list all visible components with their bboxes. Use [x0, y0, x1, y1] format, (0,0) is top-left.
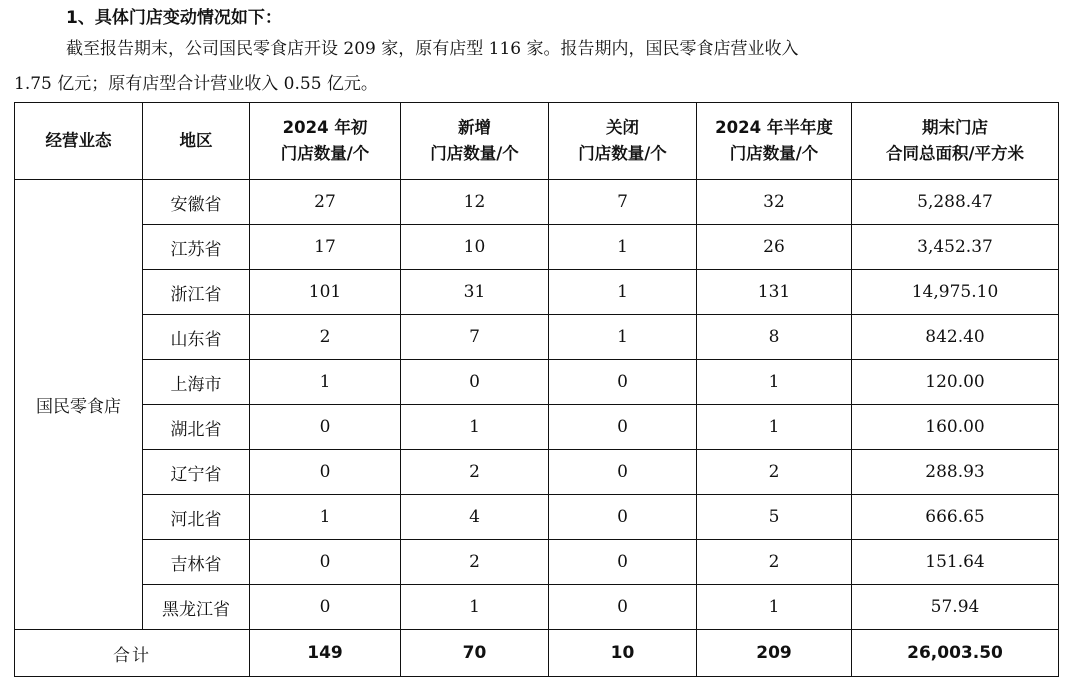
total-half-year-count: 209: [697, 630, 852, 677]
added-cell: 2: [401, 450, 549, 495]
half-year-count-cell: 26: [697, 225, 852, 270]
added-cell: 2: [401, 540, 549, 585]
start-count-cell: 101: [250, 270, 401, 315]
half-year-count-cell: 2: [697, 540, 852, 585]
closed-cell: 0: [549, 495, 697, 540]
half-year-count-cell: 5: [697, 495, 852, 540]
region-cell: 上海市: [143, 360, 250, 405]
half-year-count-cell: 2: [697, 450, 852, 495]
header-closed: [549, 103, 697, 180]
table-row: [15, 225, 1059, 270]
start-count-cell: 2: [250, 315, 401, 360]
header-closed-line-2: 门店数量/个: [578, 144, 667, 163]
start-count-cell: 0: [250, 405, 401, 450]
header-half-year-count-line-2: 门店数量/个: [729, 144, 819, 163]
table-row: [15, 585, 1059, 630]
half-year-count-cell: 8: [697, 315, 852, 360]
added-cell: 1: [401, 405, 549, 450]
region-cell: 安徽省: [143, 180, 250, 225]
added-cell: 0: [401, 360, 549, 405]
half-year-count-cell: 1: [697, 585, 852, 630]
closed-cell: 7: [549, 180, 697, 225]
table-row: [15, 315, 1059, 360]
table-row: [15, 180, 1059, 225]
summary-paragraph-line-1: 截至报告期末，公司国民零食店开设 209 家，原有店型 116 家。报告期内，国民零食店营业收入: [66, 39, 799, 59]
half-year-count-cell: 1: [697, 360, 852, 405]
summary-paragraph-line-2: 1.75 亿元；原有店型合计营业收入 0.55 亿元。: [14, 74, 378, 94]
region-cell: 湖北省: [143, 405, 250, 450]
table-row: [15, 405, 1059, 450]
header-start-count-line-1: 2024 年初: [282, 118, 368, 137]
business-type-cell: 国民零食店: [15, 180, 143, 630]
closed-cell: 0: [549, 360, 697, 405]
half-year-count-cell: 1: [697, 405, 852, 450]
header-start-count-line-2: 门店数量/个: [280, 144, 370, 163]
region-cell: 辽宁省: [143, 450, 250, 495]
header-added: [401, 103, 549, 180]
table-header-row: [15, 103, 1059, 180]
added-cell: 12: [401, 180, 549, 225]
start-count-cell: 27: [250, 180, 401, 225]
half-year-count-cell: 131: [697, 270, 852, 315]
start-count-cell: 0: [250, 540, 401, 585]
total-added: 70: [401, 630, 549, 677]
area-cell: 120.00: [852, 360, 1059, 405]
start-count-cell: 0: [250, 450, 401, 495]
area-cell: 57.94: [852, 585, 1059, 630]
closed-cell: 0: [549, 585, 697, 630]
closed-cell: 0: [549, 450, 697, 495]
closed-cell: 1: [549, 225, 697, 270]
added-cell: 10: [401, 225, 549, 270]
region-cell: 黑龙江省: [143, 585, 250, 630]
header-area-line-2: 合同总面积/平方米: [885, 144, 1025, 163]
header-region: 地区: [143, 103, 250, 180]
table-row: [15, 270, 1059, 315]
region-cell: 吉林省: [143, 540, 250, 585]
store-changes-table: [14, 102, 1059, 677]
total-closed: 10: [549, 630, 697, 677]
header-business-type: 经营业态: [15, 103, 143, 180]
total-row: [15, 630, 1059, 677]
area-cell: 151.64: [852, 540, 1059, 585]
table-row: [15, 360, 1059, 405]
closed-cell: 1: [549, 270, 697, 315]
area-cell: 3,452.37: [852, 225, 1059, 270]
area-cell: 160.00: [852, 405, 1059, 450]
header-added-line-1: 新增: [458, 118, 491, 137]
total-area: 26,003.50: [852, 630, 1059, 677]
closed-cell: 0: [549, 405, 697, 450]
region-cell: 江苏省: [143, 225, 250, 270]
header-half-year-count-line-1: 2024 年半年度: [715, 118, 833, 137]
region-cell: 山东省: [143, 315, 250, 360]
header-closed-line-1: 关闭: [606, 118, 639, 137]
added-cell: 4: [401, 495, 549, 540]
area-cell: 14,975.10: [852, 270, 1059, 315]
region-cell: 浙江省: [143, 270, 250, 315]
area-cell: 842.40: [852, 315, 1059, 360]
closed-cell: 0: [549, 540, 697, 585]
table-row: [15, 450, 1059, 495]
header-half-year-count: [697, 103, 852, 180]
start-count-cell: 1: [250, 360, 401, 405]
closed-cell: 1: [549, 315, 697, 360]
header-start-count: [250, 103, 401, 180]
start-count-cell: 0: [250, 585, 401, 630]
half-year-count-cell: 32: [697, 180, 852, 225]
total-start-count: 149: [250, 630, 401, 677]
table-row: [15, 540, 1059, 585]
start-count-cell: 17: [250, 225, 401, 270]
table-row: [15, 495, 1059, 540]
total-label: 合计: [15, 630, 250, 677]
added-cell: 7: [401, 315, 549, 360]
section-heading: 1、具体门店变动情况如下：: [66, 8, 282, 28]
added-cell: 31: [401, 270, 549, 315]
area-cell: 666.65: [852, 495, 1059, 540]
area-cell: 288.93: [852, 450, 1059, 495]
header-added-line-2: 门店数量/个: [430, 144, 519, 163]
header-area-line-1: 期末门店: [922, 118, 988, 137]
header-area: [852, 103, 1059, 180]
start-count-cell: 1: [250, 495, 401, 540]
area-cell: 5,288.47: [852, 180, 1059, 225]
region-cell: 河北省: [143, 495, 250, 540]
added-cell: 1: [401, 585, 549, 630]
